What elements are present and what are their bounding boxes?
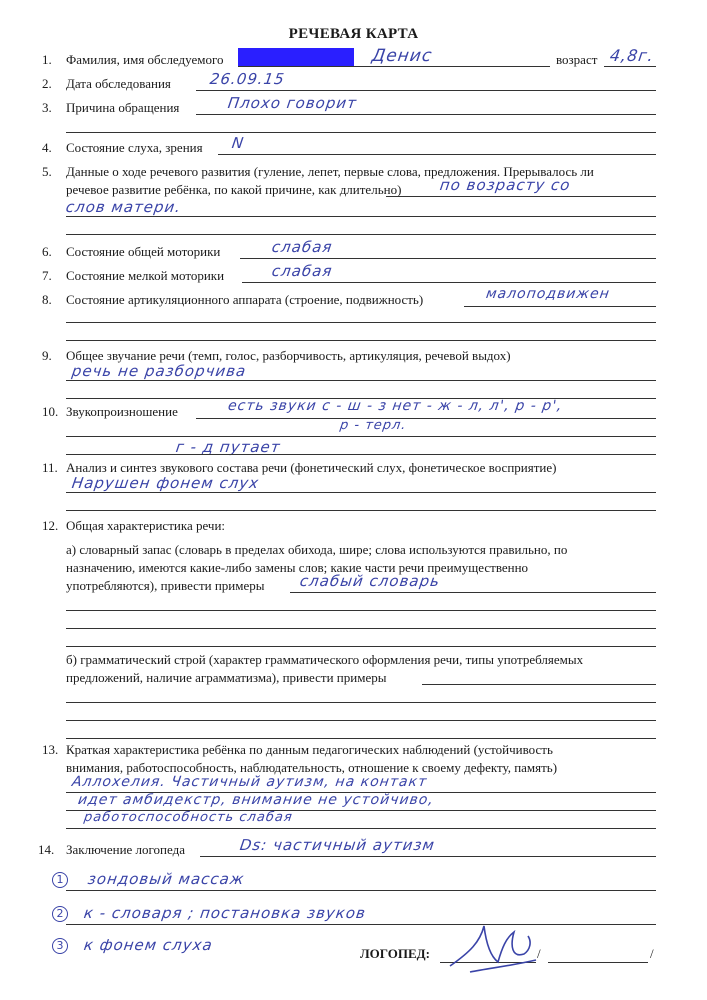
signature-label: ЛОГОПЕД: [360, 946, 430, 961]
signature-separator: / [650, 946, 654, 961]
fill-line [464, 306, 656, 307]
item-number: 4. [42, 140, 52, 155]
fill-line [66, 610, 656, 611]
fill-line [386, 196, 656, 197]
handwritten-pedagogical-cont2[interactable]: работоспособность слабая [82, 810, 294, 825]
item-number: 7. [42, 268, 52, 283]
fill-line [66, 380, 656, 381]
fill-line [66, 216, 656, 217]
field-label-general: Общая характеристика речи: [66, 518, 226, 533]
field-label-speech-dev-cont: речевое развитие ребёнка, по какой причине, как длительно) [66, 182, 402, 197]
handwritten-vocabulary[interactable]: слабый словарь [298, 572, 442, 590]
sub-a-line3: употребляются), привести примеры [66, 578, 265, 593]
handwritten-speech-dev[interactable]: по возрасту со [438, 176, 572, 194]
fill-line [66, 234, 656, 235]
fill-line [66, 510, 656, 511]
fill-line [66, 890, 656, 891]
fill-line [200, 856, 656, 857]
handwritten-signature [440, 912, 540, 982]
field-label-fine-motor: Состояние мелкой моторики [66, 268, 225, 283]
fill-line [66, 340, 656, 341]
sub-a-line1: а) словарный запас (словарь в пределах обихода, шире; слова используются правильно, по [66, 542, 568, 557]
sub-a-line2: назначению, имеются какие-либо замены слов; какие части речи преимущественно [66, 560, 529, 575]
sub-b-line1: б) грамматический строй (характер грамматического оформления речи, типы употребляемых [66, 652, 584, 667]
handwritten-hearing[interactable]: N [230, 134, 246, 152]
fill-line [240, 258, 656, 259]
handwritten-name[interactable]: Дениc [370, 46, 434, 66]
handwritten-articulation[interactable]: малоподвижен [484, 286, 611, 302]
fill-line [66, 628, 656, 629]
handwritten-phonetic[interactable]: Нарушен фонем слух [70, 474, 261, 492]
field-label-pedagogical: Краткая характеристика ребёнка по данным педагогических наблюдений (устойчивость [66, 742, 553, 757]
fill-line [66, 828, 656, 829]
field-label-conclusion: Заключение логопеда [66, 842, 185, 857]
field-label-hearing: Состояние слуха, зрения [66, 140, 203, 155]
circled-number: 3 [52, 938, 68, 954]
page-title: РЕЧЕВАЯ КАРТА [288, 26, 419, 42]
fill-line [66, 924, 656, 925]
handwritten-reason[interactable]: Плохо говорит [226, 94, 359, 112]
fill-line [66, 738, 656, 739]
fill-line [66, 322, 656, 323]
field-label-date: Дата обследования [66, 76, 171, 91]
circled-number: 2 [52, 906, 68, 922]
fill-line [242, 282, 656, 283]
handwritten-conclusion-item[interactable]: к фонем слуха [82, 936, 214, 954]
handwritten-pronunciation-cont2[interactable]: г - д путает [174, 438, 282, 456]
field-label-phonetic: Анализ и синтез звукового состава речи (фонетический слух, фонетическое восприятие) [66, 460, 557, 475]
handwritten-pedagogical-cont[interactable]: идет амбидекстр, внимание не устойчиво, [76, 792, 435, 808]
item-number: 12. [42, 518, 59, 533]
fill-line [218, 154, 656, 155]
item-number: 8. [42, 292, 52, 307]
signature-separator: / [537, 946, 541, 961]
handwritten-conclusion[interactable]: Ds: частичный аутизм [238, 836, 437, 854]
handwritten-pronunciation[interactable]: есть звуки с - ш - з нет - ж - л, л', р - р', [226, 398, 564, 414]
fill-line [66, 646, 656, 647]
handwritten-fine-motor[interactable]: слабая [270, 262, 334, 280]
fill-line [238, 66, 550, 67]
redaction-bar [238, 48, 354, 66]
fill-line [66, 454, 656, 455]
handwritten-sound[interactable]: речь не разборчива [70, 362, 248, 380]
handwritten-conclusion-item[interactable]: к - словаря ; постановка звуков [82, 904, 368, 922]
item-number: 1. [42, 52, 52, 67]
fill-line [66, 132, 656, 133]
item-number: 11. [42, 460, 58, 475]
field-label-articulation: Состояние артикуляционного аппарата (строение, подвижность) [66, 292, 424, 307]
item-number: 2. [42, 76, 52, 91]
field-label-reason: Причина обращения [66, 100, 180, 115]
item-number: 14. [38, 842, 55, 857]
fill-line [66, 492, 656, 493]
item-number: 10. [42, 404, 59, 419]
handwritten-age[interactable]: 4,8г. [608, 46, 656, 65]
fill-line [196, 90, 656, 91]
fill-line [196, 418, 656, 419]
fill-line [196, 114, 656, 115]
fill-line [66, 720, 656, 721]
item-number: 3. [42, 100, 52, 115]
sub-b-line2: предложений, наличие аграмматизма), привести примеры [66, 670, 387, 685]
handwritten-conclusion-item[interactable]: зондовый массаж [86, 870, 246, 888]
handwritten-gross-motor[interactable]: слабая [270, 238, 334, 256]
fill-line [290, 592, 656, 593]
field-label-speech-dev: Данные о ходе речевого развития (гуление, лепет, первые слова, предложения. Прерывалось ли [66, 164, 594, 179]
handwritten-speech-dev-cont[interactable]: слов матери. [64, 198, 183, 216]
field-label-gross-motor: Состояние общей моторики [66, 244, 221, 259]
item-number: 13. [42, 742, 59, 757]
field-label-name: Фамилия, имя обследуемого [66, 52, 224, 67]
item-number: 9. [42, 348, 52, 363]
field-label-sound: Общее звучание речи (темп, голос, разборчивость, артикуляция, речевой выдох) [66, 348, 511, 363]
handwritten-date[interactable]: 26.09.15 [208, 70, 287, 88]
fill-line [66, 436, 656, 437]
item-number: 5. [42, 164, 52, 179]
handwritten-pronunciation-cont[interactable]: р - терл. [338, 418, 408, 433]
handwritten-pedagogical[interactable]: Аллохелия. Частичный аутизм, на контакт [70, 774, 429, 790]
item-number: 6. [42, 244, 52, 259]
fill-line [66, 702, 656, 703]
circled-number: 1 [52, 872, 68, 888]
signature-line [548, 962, 648, 963]
field-label-pedagogical-cont: внимания, работоспособность, наблюдательность, отношение к своему дефекту, память) [66, 760, 558, 775]
field-label-pronunciation: Звукопроизношение [66, 404, 178, 419]
fill-line [422, 684, 656, 685]
field-label-age: возраст [556, 52, 598, 67]
fill-line [604, 66, 656, 67]
